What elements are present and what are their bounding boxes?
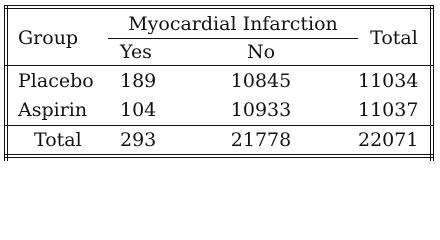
row-aspirin-no: 10933 [230, 99, 292, 121]
row-placebo-group: Placebo [18, 70, 94, 92]
left-border-outer [4, 5, 5, 161]
header-spanner: Myocardial Infarction [128, 13, 338, 35]
bottom-rule-outer [4, 157, 434, 158]
row-placebo-yes: 189 [120, 70, 157, 92]
row-placebo-total: 11034 [358, 70, 419, 92]
bottom-rule-inner [4, 154, 434, 155]
totals-top-rule [4, 125, 434, 126]
header-total: Total [370, 27, 418, 49]
row-aspirin-total: 11037 [358, 99, 419, 121]
right-border-outer [433, 5, 434, 161]
spanner-underline [108, 38, 358, 39]
right-border-inner [430, 5, 431, 161]
header-yes: Yes [120, 41, 152, 63]
header-bottom-rule [4, 65, 434, 66]
contingency-table [4, 5, 434, 161]
row-aspirin-yes: 104 [120, 99, 157, 121]
row-aspirin-group: Aspirin [18, 99, 88, 121]
row-placebo-no: 10845 [230, 70, 292, 92]
totals-yes: 293 [120, 129, 157, 151]
header-no: No [246, 41, 276, 63]
top-rule-inner [4, 8, 434, 9]
totals-total: 22071 [358, 129, 419, 151]
top-rule-outer [4, 5, 434, 6]
header-group: Group [18, 27, 79, 49]
left-border-inner [7, 5, 8, 161]
totals-no: 21778 [230, 129, 292, 151]
totals-label: Total [34, 129, 82, 151]
